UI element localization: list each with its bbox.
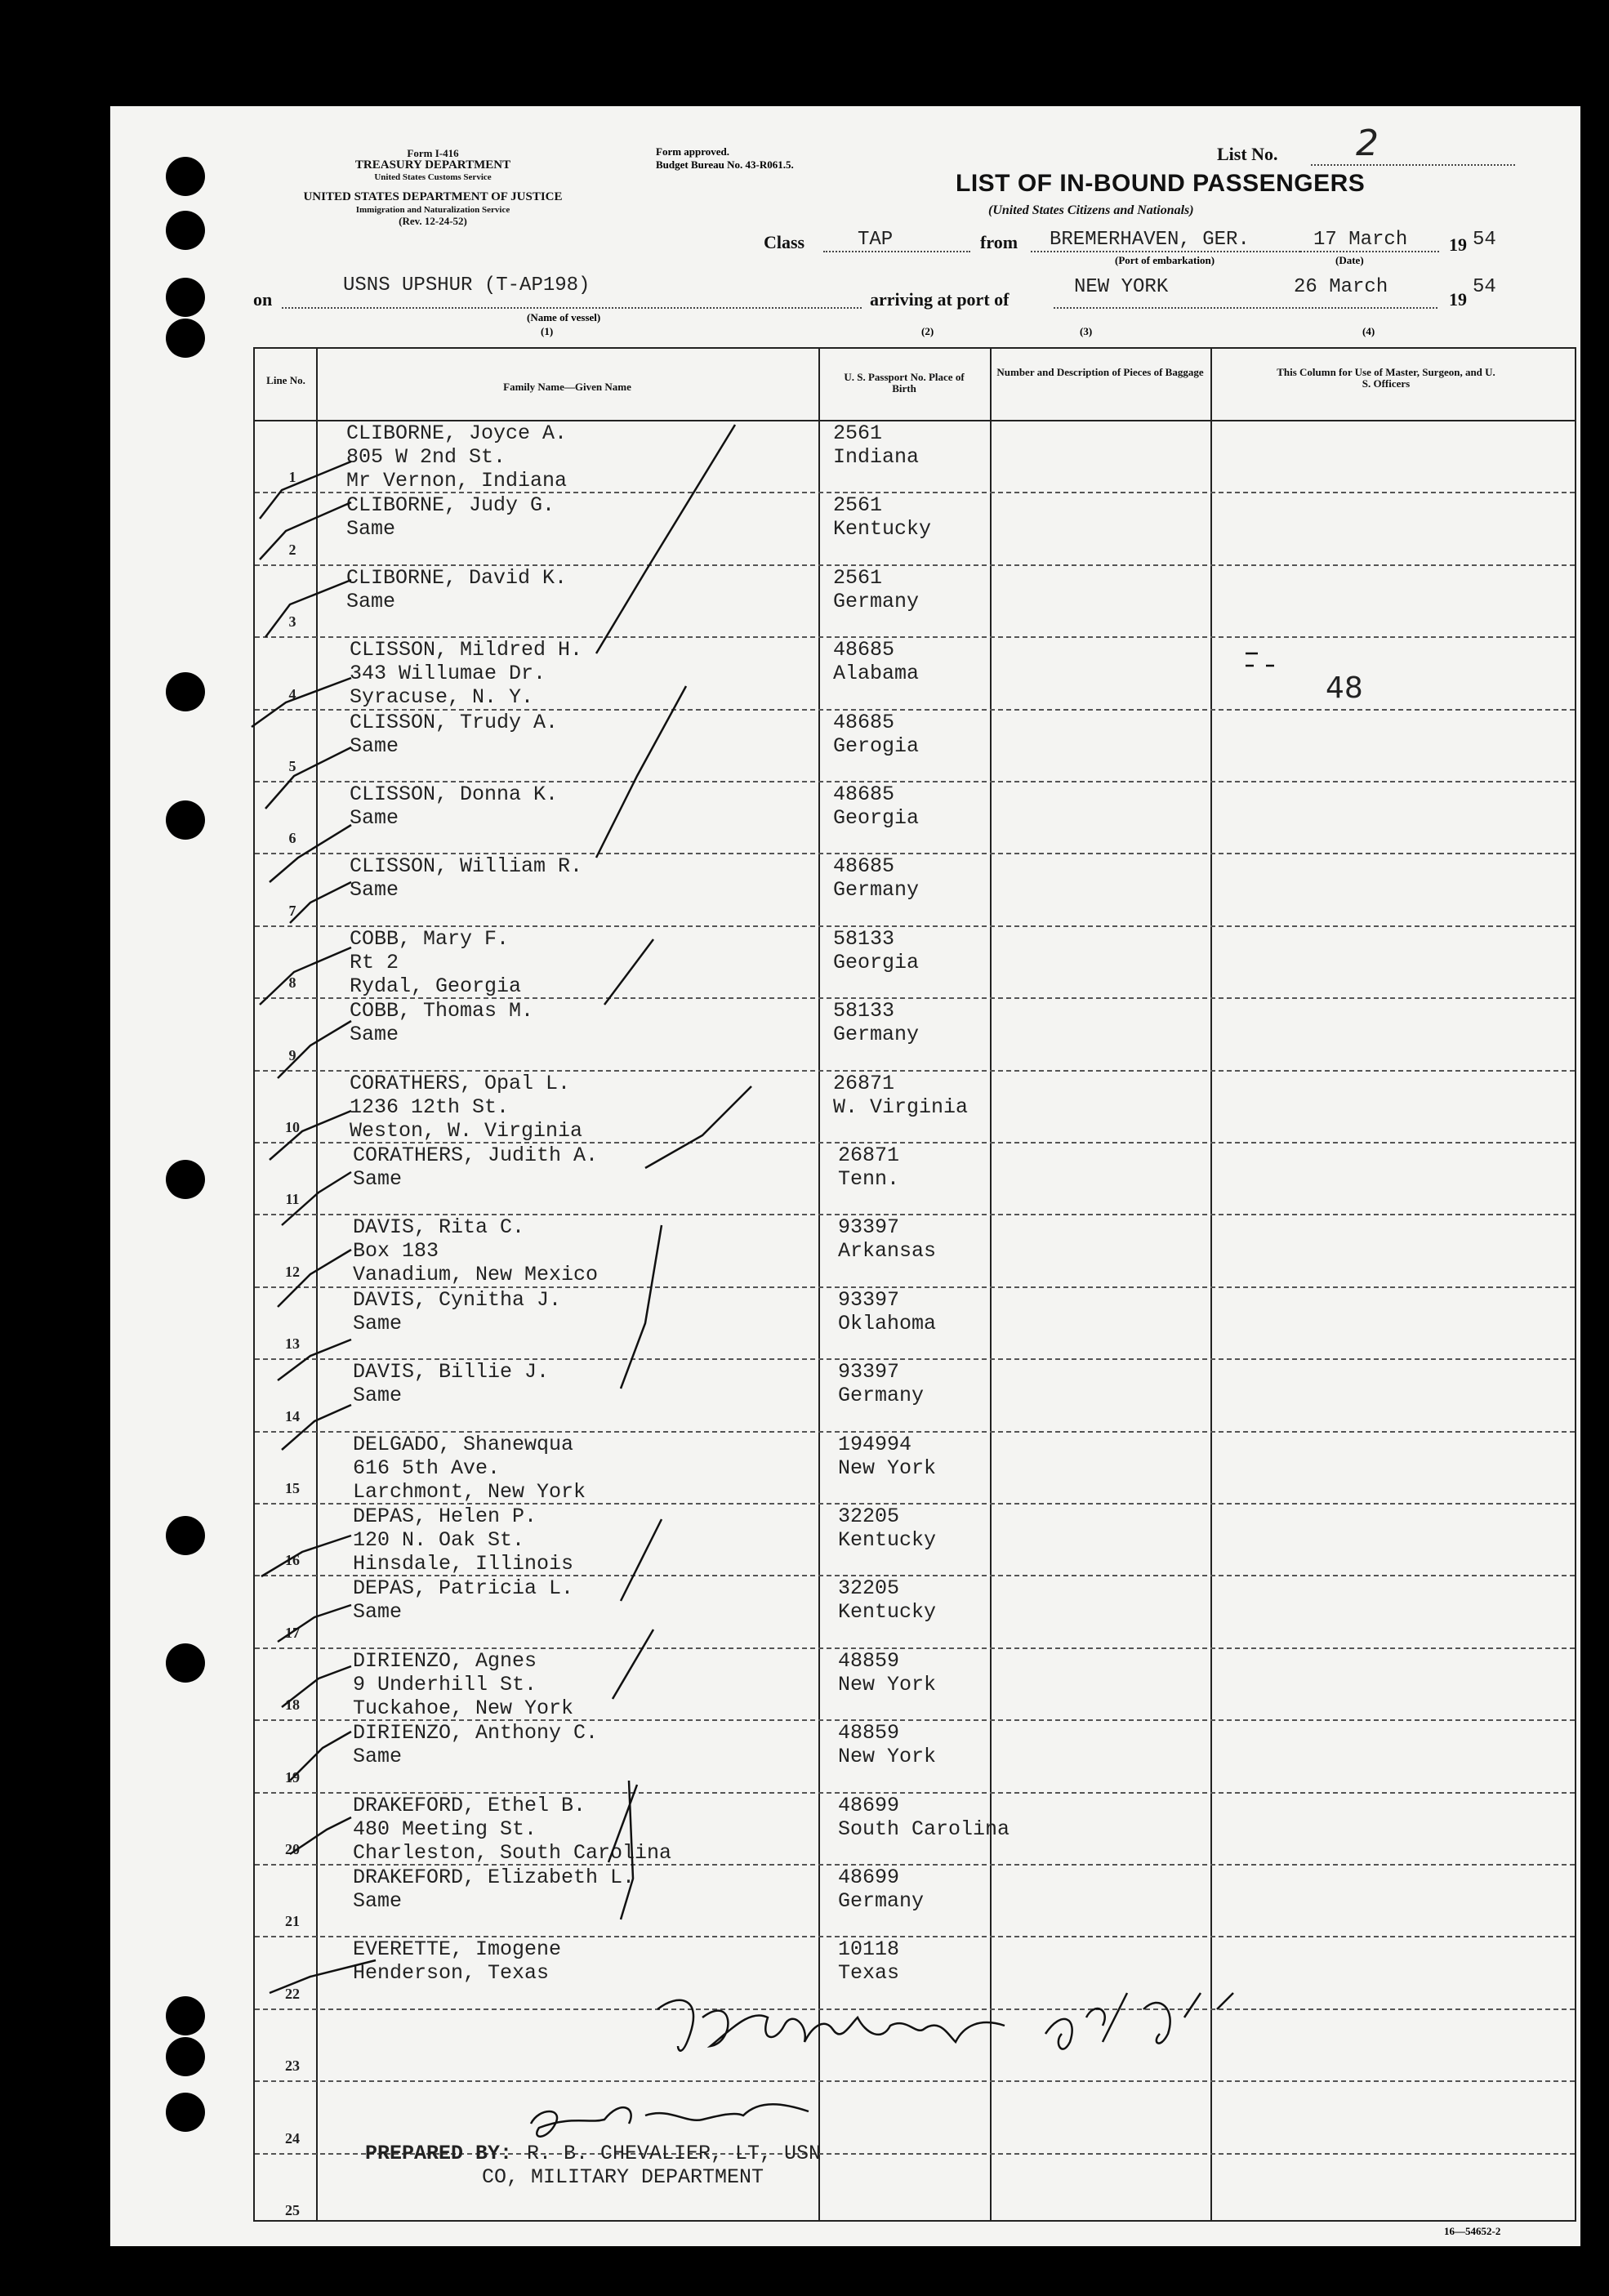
from-label: from (980, 232, 1018, 252)
passenger-name: EVERETTE, Imogene (353, 1937, 562, 1962)
passport-number: 48859 (838, 1648, 900, 1673)
line-number: 25 (285, 2202, 300, 2218)
list-no-label: List No. (1217, 144, 1278, 164)
passenger-name: DRAKEFORD, Ethel B. (353, 1793, 586, 1817)
footer-code: 16—54652-2 (1444, 2225, 1501, 2237)
header-line-no: Line No. (266, 374, 305, 386)
passport-number: 10118 (838, 1937, 900, 1962)
passenger-address-line2: Vanadium, New Mexico (353, 1263, 599, 1287)
passport-number: 58133 (833, 999, 895, 1023)
passenger-name: CORATHERS, Judith A. (353, 1144, 599, 1167)
passenger-name: CLISSON, Trudy A. (350, 710, 559, 734)
place-of-birth: Tenn. (838, 1167, 900, 1191)
passenger-address-line1: Same (350, 878, 399, 903)
passenger-name: DELGADO, Shanewqua (353, 1432, 574, 1456)
line-number: 22 (285, 1985, 300, 2002)
passenger-address-line1: 1236 12th St. (350, 1095, 510, 1119)
passenger-address-line1: 9 Underhill St. (353, 1672, 537, 1696)
place-of-birth: New York (838, 1745, 937, 1769)
passenger-address-line1: Same (346, 517, 396, 542)
passenger-address-line2: Hinsdale, Illinois (353, 1552, 574, 1576)
passenger-address-line1: 480 Meeting St. (353, 1817, 537, 1841)
vessel-name: USNS UPSHUR (T-AP198) (343, 274, 591, 296)
prepared-label: PREPARED BY: (365, 2142, 513, 2165)
passenger-address-line1: Same (346, 589, 396, 613)
passenger-name: CLIBORNE, Judy G. (346, 493, 555, 518)
passport-number: 48699 (838, 1793, 900, 1817)
line-number: 7 (288, 902, 296, 919)
line-number: 11 (285, 1191, 300, 1208)
treasury-dept: TREASURY DEPARTMENT (354, 158, 511, 172)
passport-number: 48685 (833, 638, 895, 662)
passport-number: 194994 (838, 1432, 912, 1456)
line-number: 6 (288, 830, 296, 847)
place-of-birth: Germany (838, 1384, 925, 1408)
place-of-birth: Kentucky (838, 1600, 937, 1625)
place-of-birth: Germany (833, 878, 920, 903)
col-num-3: (3) (1080, 325, 1093, 337)
passenger-name: DIRIENZO, Anthony C. (353, 1721, 599, 1745)
vessel-caption: (Name of vessel) (527, 311, 601, 323)
officer-note: 48 (1326, 671, 1363, 705)
passport-number: 48685 (833, 710, 895, 734)
place-of-birth: New York (838, 1672, 937, 1696)
place-of-birth: Gerogia (833, 733, 920, 758)
passport-number: 48685 (833, 782, 895, 806)
embark-caption: (Port of embarkation) (1115, 254, 1215, 266)
line-number: 16 (285, 1552, 300, 1569)
line-number: 8 (288, 974, 296, 992)
passenger-address-line1: 616 5th Ave. (353, 1456, 501, 1480)
place-of-birth: New York (838, 1456, 937, 1480)
arrival-year: 54 (1473, 276, 1496, 298)
passenger-address-line1: 343 Willumae Dr. (350, 662, 546, 686)
passenger-name: DAVIS, Billie J. (353, 1360, 550, 1384)
passenger-address-line1: 120 N. Oak St. (353, 1528, 525, 1552)
passenger-address-line1: Same (353, 1889, 403, 1913)
arriving-label: arriving at port of (870, 289, 1010, 310)
place-of-birth: Georgia (833, 806, 920, 830)
passenger-name: DAVIS, Rita C. (353, 1215, 525, 1240)
passenger-address-line1: Rt 2 (350, 950, 399, 974)
passenger-address-line1: Same (353, 1167, 403, 1191)
passenger-name: CLISSON, William R. (350, 854, 583, 879)
prepared-title: CO, MILITARY DEPARTMENT (482, 2165, 764, 2189)
place-of-birth: Texas (838, 1961, 900, 1986)
passenger-name: DRAKEFORD, Elizabeth L. (353, 1866, 635, 1889)
col-num-4: (4) (1362, 325, 1375, 337)
line-number: 18 (285, 1696, 300, 1714)
ins-service: Immigration and Naturalization Service (355, 205, 510, 215)
passenger-name: CLISSON, Donna K. (350, 782, 559, 806)
passport-number: 58133 (833, 926, 895, 951)
place-of-birth: Germany (838, 1889, 925, 1913)
header-officers: This Column for Use of Master, Surgeon, and U. S. Officers (1277, 366, 1495, 390)
line-number: 12 (285, 1263, 300, 1280)
passenger-address-line2: Mr Vernon, Indiana (346, 469, 568, 493)
list-no-value: 2 (1356, 123, 1379, 164)
justice-dept: UNITED STATES DEPARTMENT OF JUSTICE (303, 190, 563, 203)
line-number: 20 (285, 1841, 300, 1857)
passenger-address-line1: Henderson, Texas (353, 1961, 550, 1986)
line-number: 4 (288, 685, 296, 702)
place-of-birth: Germany (833, 1023, 920, 1047)
passenger-name: COBB, Mary F. (350, 926, 510, 951)
passport-number: 2561 (833, 565, 883, 590)
passenger-name: CORATHERS, Opal L. (350, 1071, 571, 1095)
passenger-address-line2: Larchmont, New York (353, 1479, 586, 1504)
line-number: 17 (285, 1624, 300, 1641)
form-approved: Form approved. (656, 145, 730, 158)
arrival-port: NEW YORK (1074, 276, 1169, 298)
header-passport: U. S. Passport No. Place of Birth (844, 371, 965, 395)
passenger-address-line2: Rydal, Georgia (350, 974, 522, 998)
passenger-address-line1: Same (353, 1311, 403, 1335)
line-number: 23 (285, 2057, 300, 2075)
header-name: Family Name—Given Name (503, 381, 631, 393)
passport-number: 48859 (838, 1721, 900, 1745)
prepared-by: R. B. CHEVALIER, LT, USN (527, 2142, 822, 2165)
on-label: on (253, 289, 273, 310)
passport-number: 93397 (838, 1215, 900, 1240)
form-id: Form I-416 (407, 147, 459, 159)
passenger-address-line1: Same (353, 1600, 403, 1625)
passport-number: 26871 (833, 1071, 895, 1095)
passport-number: 93397 (838, 1287, 900, 1312)
line-number: 10 (285, 1119, 300, 1135)
class-label: Class (764, 232, 805, 252)
line-number: 1 (288, 469, 296, 486)
passenger-address-line1: Box 183 (353, 1239, 439, 1264)
line-number: 15 (285, 1480, 300, 1496)
place-of-birth: Arkansas (838, 1239, 937, 1264)
arrival-date: 26 March (1294, 276, 1388, 298)
passenger-address-line1: 805 W 2nd St. (346, 445, 506, 469)
class-value: TAP (858, 229, 894, 251)
line-number: 19 (285, 1768, 300, 1786)
passport-number: 26871 (838, 1144, 900, 1167)
passenger-address-line1: Same (353, 1745, 403, 1769)
place-of-birth: Georgia (833, 950, 920, 974)
date-caption: (Date) (1335, 254, 1364, 266)
preparer-signature (531, 2104, 809, 2136)
passenger-name: DAVIS, Cynitha J. (353, 1287, 562, 1312)
place-of-birth: South Carolina (838, 1817, 1010, 1841)
passenger-address-line1: Same (353, 1384, 403, 1408)
line-number: 21 (285, 1913, 300, 1930)
passenger-name: CLIBORNE, Joyce A. (346, 421, 568, 445)
line-number: 24 (285, 2129, 300, 2147)
passport-number: 32205 (838, 1505, 900, 1528)
passport-number: 48699 (838, 1866, 900, 1889)
from-year: 54 (1473, 229, 1496, 251)
passenger-name: COBB, Thomas M. (350, 999, 534, 1023)
checkmark-icon (252, 425, 751, 1993)
from-date: 17 March (1313, 229, 1408, 251)
place-of-birth: Kentucky (838, 1528, 937, 1552)
place-of-birth: Kentucky (833, 517, 932, 542)
place-of-birth: Indiana (833, 445, 920, 469)
passenger-address-line2: Charleston, South Carolina (353, 1840, 672, 1865)
passenger-name: DEPAS, Patricia L. (353, 1576, 574, 1601)
place-of-birth: Oklahoma (838, 1311, 937, 1335)
place-of-birth: Alabama (833, 662, 920, 686)
arrival-year-prefix: 19 (1449, 289, 1467, 310)
passport-number: 2561 (833, 421, 883, 445)
page-title: LIST OF IN-BOUND PASSENGERS (956, 170, 1366, 197)
col-num-2: (2) (921, 325, 934, 337)
header-baggage: Number and Description of Pieces of Baggage (996, 366, 1204, 378)
form-revision: (Rev. 12-24-52) (399, 215, 467, 227)
line-number: 9 (288, 1046, 296, 1063)
place-of-birth: Germany (833, 589, 920, 613)
passport-number: 32205 (838, 1576, 900, 1601)
passport-number: 2561 (833, 493, 883, 518)
col-num-1: (1) (541, 325, 554, 337)
place-of-birth: W. Virginia (833, 1095, 969, 1119)
customs-service: United States Customs Service (374, 172, 492, 182)
passenger-address-line1: Same (350, 733, 399, 758)
passenger-address-line2: Syracuse, N. Y. (350, 685, 534, 710)
page-subtitle: (United States Citizens and Nationals) (988, 203, 1194, 217)
budget-bureau: Budget Bureau No. 43-R061.5. (656, 158, 794, 171)
passenger-address-line1: Same (350, 806, 399, 830)
passenger-address-line2: Tuckahoe, New York (353, 1696, 574, 1720)
passport-number: 48685 (833, 854, 895, 879)
from-year-prefix: 19 (1449, 234, 1467, 255)
officer-mark-icon (1246, 653, 1274, 666)
line-number: 14 (285, 1407, 300, 1424)
line-number: 3 (288, 613, 296, 631)
from-port: BREMERHAVEN, GER. (1050, 229, 1250, 251)
passenger-name: DIRIENZO, Agnes (353, 1648, 537, 1673)
line-number: 13 (285, 1335, 300, 1353)
line-number: 2 (288, 541, 296, 558)
passport-number: 93397 (838, 1360, 900, 1384)
line-number: 5 (288, 758, 296, 774)
passenger-name: CLIBORNE, David K. (346, 565, 568, 590)
passenger-address-line1: Same (350, 1023, 399, 1047)
passenger-address-line2: Weston, W. Virginia (350, 1118, 583, 1143)
passenger-name: CLISSON, Mildred H. (350, 638, 583, 662)
officer-signature (657, 1993, 1233, 2051)
passenger-name: DEPAS, Helen P. (353, 1505, 537, 1528)
